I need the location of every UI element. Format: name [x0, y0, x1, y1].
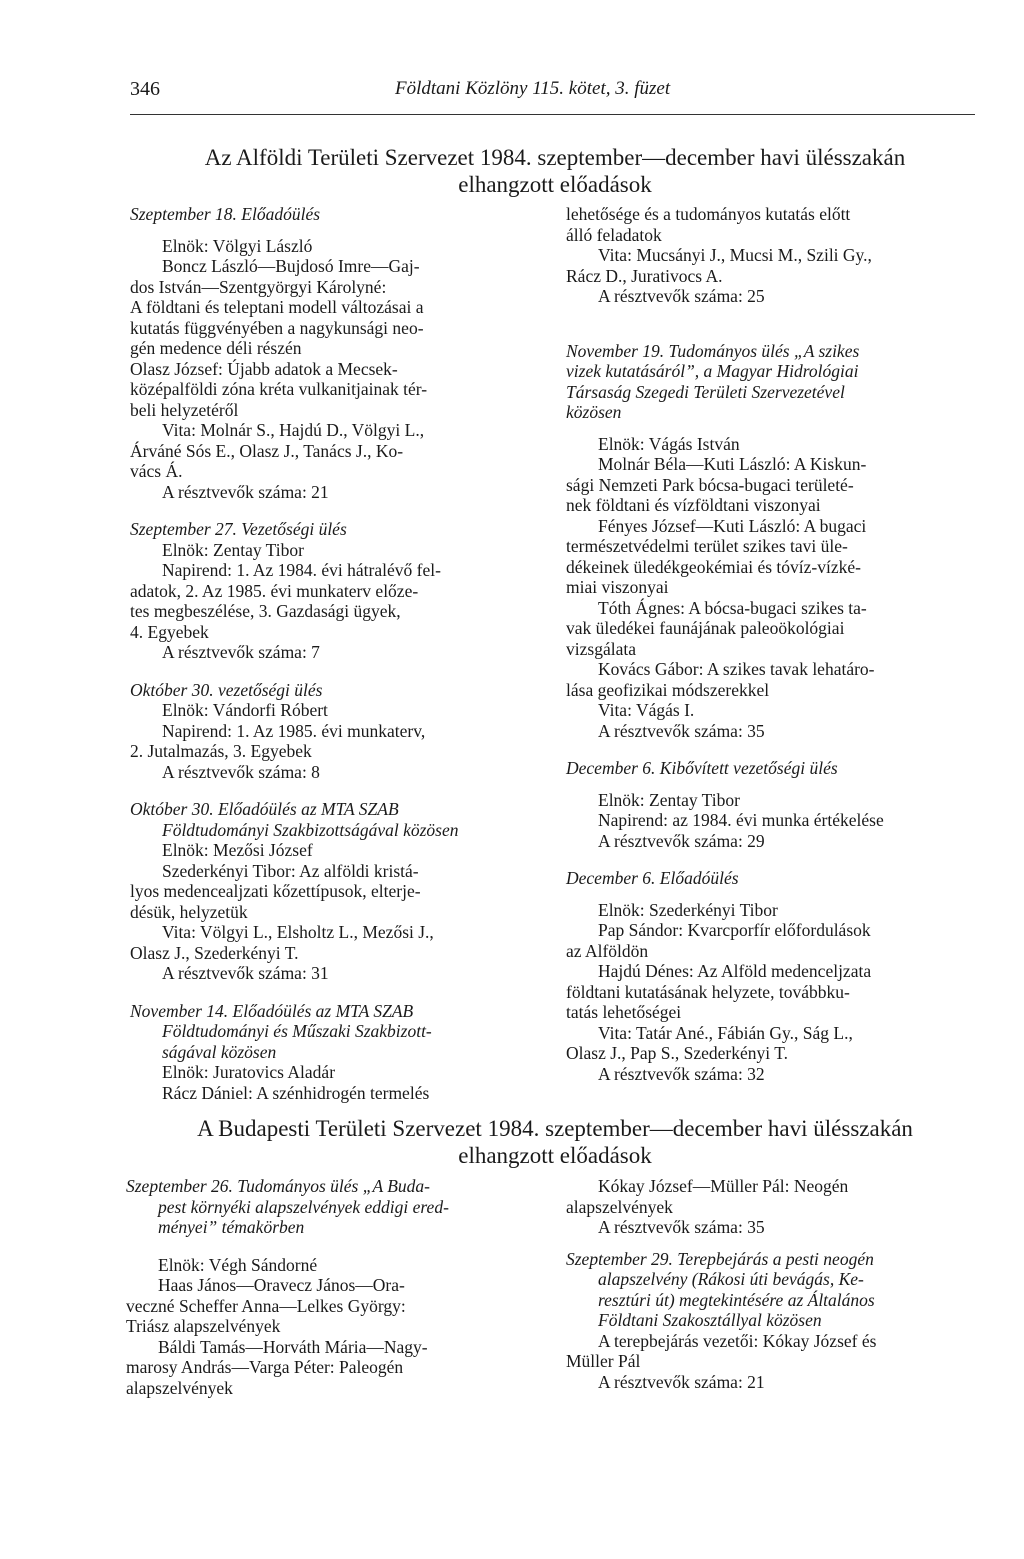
text-line: Vita: Tatár Ané., Fábián Gy., Ság L.,: [598, 1022, 853, 1043]
text-line: Elnök: Zentay Tibor: [598, 789, 740, 810]
session-heading-line: Társaság Szegedi Területi Szervezetével: [566, 381, 845, 402]
text-line: sági Nemzeti Park bócsa-bugaci területé-: [566, 474, 854, 495]
text-line: A résztvevők száma: 35: [598, 1217, 765, 1237]
text-line: álló feladatok: [566, 224, 662, 245]
text-line: Vita: Mucsányi J., Mucsi M., Szili Gy.,: [598, 245, 872, 265]
session-heading-line: resztúri út) megtekintésére az Általános: [598, 1289, 875, 1310]
text-line: Napirend: az 1984. évi munka értékelése: [598, 810, 884, 830]
text-line: Vita: Molnár S., Hajdú D., Völgyi L.,: [162, 420, 425, 440]
text-line: Árváné Sós E., Olasz J., Tanács J., Ko-: [130, 440, 404, 461]
text-line: A résztvevők száma: 21: [162, 481, 329, 502]
session-heading-line: Földtani Szakosztállyal közösen: [598, 1310, 822, 1330]
text-line: középalföldi zóna kréta vulkanitjainak tér-: [130, 379, 428, 399]
text-line: Tóth Ágnes: A bócsa-bugaci szikes ta-: [598, 597, 867, 618]
section1-title: [120, 144, 990, 198]
text-line: Kókay József—Müller Pál: Neogén: [598, 1176, 849, 1196]
session-heading-line: Szeptember 18. Előadóülés: [130, 204, 321, 224]
spacer: [566, 889, 976, 900]
spacer: [566, 324, 976, 341]
section1-left-column: [130, 204, 540, 1103]
text-line: Haas János—Oravecz János—Ora-: [158, 1275, 405, 1295]
text-line: Triász alapszelvények: [126, 1316, 281, 1336]
spacer: [566, 851, 976, 868]
text-line: adatok, 2. Az 1985. évi munkaterv előze-: [130, 580, 419, 601]
spacer: [130, 984, 540, 1001]
text-line: Vita: Vágás I.: [598, 700, 695, 720]
spacer: [566, 307, 976, 324]
text-line: veczné Scheffer Anna—Lelkes György:: [126, 1295, 406, 1316]
text-line: alapszelvények: [566, 1196, 673, 1217]
header-rule: [130, 114, 975, 115]
text-line: A résztvevők száma: 25: [598, 286, 765, 306]
text-line: A résztvevők száma: 35: [598, 720, 765, 741]
text-line: tatás lehetőségei: [566, 1002, 682, 1022]
session-heading-line: közösen: [566, 402, 622, 422]
text-line: Elnök: Szederkényi Tibor: [598, 899, 778, 920]
text-line: dos István—Szentgyörgyi Károlyné:: [130, 276, 387, 297]
text-line: Elnök: Vándorfi Róbert: [162, 700, 328, 720]
text-line: A terepbejárás vezetői: Kókay József és: [598, 1330, 877, 1351]
text-line: 4. Egyebek: [130, 621, 209, 642]
text-line: alapszelvények: [126, 1377, 233, 1398]
spacer: [566, 1238, 976, 1249]
text-line: földtani kutatásának helyzete, továbbku-: [566, 981, 850, 1002]
session-heading-line: November 14. Előadóülés az MTA SZAB: [130, 1000, 414, 1021]
text-line: lyos medencealjzati kőzettípusok, elterje-: [130, 881, 421, 901]
text-line: Báldi Tamás—Horváth Mária—Nagy-: [158, 1336, 428, 1357]
section1-right-column: [566, 204, 976, 1084]
session-heading-line: Szeptember 26. Tudományos ülés „A Buda-: [126, 1176, 430, 1196]
text-line: A résztvevők száma: 32: [598, 1063, 765, 1084]
text-line: Olasz József: Újabb adatok a Mecsek-: [130, 358, 398, 379]
text-line: Hajdú Dénes: Az Alföld medenceljzata: [598, 961, 872, 981]
section2-title: [120, 1115, 990, 1169]
session-heading-line: ményei” témakörben: [158, 1217, 305, 1237]
session-heading-line: Október 30. vezetőségi ülés: [130, 679, 323, 700]
text-line: Elnök: Mezősi József: [162, 840, 313, 860]
text-line: Elnök: Végh Sándorné: [158, 1254, 318, 1275]
text-line: Molnár Béla—Kuti László: A Kiskun-: [598, 454, 867, 474]
text-line: vizsgálata: [566, 638, 636, 659]
session-heading-line: alapszelvény (Rákosi úti bevágás, Ke-: [598, 1269, 864, 1289]
text-line: Boncz László—Bujdosó Imre—Gaj-: [162, 256, 420, 276]
spacer: [130, 782, 540, 799]
section1-title-line1: Az Alföldi Területi Szervezet 1984. szeptember—december havi ülésszakán: [204, 145, 906, 170]
text-line: Elnök: Vágás István: [598, 433, 740, 454]
text-line: A földtani és teleptani modell változásai a: [130, 297, 424, 317]
text-line: nek földtani és vízföldtani viszonyai: [566, 495, 821, 515]
spacer: [566, 741, 976, 758]
session-heading-line: Szeptember 29. Terepbejárás a pesti neogén: [566, 1248, 874, 1269]
spacer: [566, 779, 976, 790]
text-line: az Alföldön: [566, 940, 649, 961]
text-line: Szederkényi Tibor: Az alföldi kristá-: [162, 860, 419, 881]
running-title: Földtani Közlöny 115. kötet, 3. füzet: [395, 78, 671, 99]
spacer: [130, 225, 540, 236]
page-number: 346: [130, 78, 160, 100]
text-line: A résztvevők száma: 8: [162, 761, 320, 782]
text-line: Olasz J., Pap S., Szederkényi T.: [566, 1043, 788, 1063]
text-line: Müller Pál: [566, 1351, 641, 1371]
session-heading-line: Földtudományi és Műszaki Szakbizott-: [162, 1021, 432, 1041]
text-line: miai viszonyai: [566, 577, 669, 597]
text-line: 2. Jutalmazás, 3. Egyebek: [130, 741, 312, 761]
text-line: vak üledékei faunájának paleoökológiai: [566, 618, 845, 638]
text-line: Fényes József—Kuti László: A bugaci: [598, 515, 867, 536]
text-line: lehetősége és a tudományos kutatás előtt: [566, 204, 851, 224]
text-line: vács Á.: [130, 461, 183, 481]
text-line: beli helyzetéről: [130, 399, 239, 420]
session-heading-line: vizek kutatásáról”, a Magyar Hidrológiai: [566, 361, 859, 381]
session-heading-line: December 6. Előadóülés: [566, 868, 739, 888]
text-line: A résztvevők száma: 21: [598, 1371, 765, 1392]
text-line: marosy András—Varga Péter: Paleogén: [126, 1357, 404, 1377]
spacer: [130, 663, 540, 680]
section2-left-column: [126, 1176, 546, 1398]
text-line: Olasz J., Szederkényi T.: [130, 942, 299, 963]
section2-title-line2: elhangzott előadások: [458, 1143, 652, 1168]
section2-right-column: [566, 1176, 976, 1392]
session-heading-line: Szeptember 27. Vezetőségi ülés: [130, 519, 347, 539]
session-heading-line: pest környéki alapszelvények eddigi ered-: [158, 1196, 449, 1217]
section1-title-line2: elhangzott előadások: [458, 172, 652, 197]
text-line: dékeinek üledékgeokémiai és tóvíz-vízké-: [566, 556, 861, 577]
text-line: kutatás függvényében a nagykunsági neo-: [130, 317, 424, 338]
text-line: Elnök: Völgyi László: [162, 235, 313, 256]
session-heading-line: ságával közösen: [162, 1041, 277, 1062]
text-line: természetvédelmi terület szikes tavi üle-: [566, 536, 848, 556]
text-line: désük, helyzetük: [130, 901, 248, 922]
text-line: Rácz D., Jurativocs A.: [566, 265, 723, 286]
text-line: A résztvevők száma: 29: [598, 830, 765, 851]
session-heading-line: November 19. Tudományos ülés „A szikes: [566, 340, 860, 361]
session-heading-line: Október 30. Előadóülés az MTA SZAB: [130, 799, 399, 819]
text-line: Elnök: Zentay Tibor: [162, 539, 304, 560]
text-line: Elnök: Juratovics Aladár: [162, 1062, 336, 1082]
text-line: A résztvevők száma: 31: [162, 963, 329, 983]
text-line: lása geofizikai módszerekkel: [566, 679, 770, 700]
section2-title-line1: A Budapesti Területi Szervezet 1984. szeptember—december havi ülésszakán: [197, 1116, 913, 1141]
text-line: A résztvevők száma: 7: [162, 642, 320, 662]
session-heading-line: December 6. Kibővített vezetőségi ülés: [566, 758, 838, 778]
session-heading-line: Földtudományi Szakbizottságával közösen: [162, 819, 459, 840]
text-line: Pap Sándor: Kvarcporfír előfordulások: [598, 920, 871, 940]
spacer: [130, 502, 540, 519]
text-line: gén medence déli részén: [130, 338, 302, 358]
text-line: tes megbeszélése, 3. Gazdasági ügyek,: [130, 601, 401, 621]
page-header: [130, 78, 970, 108]
text-line: Rácz Dániel: A szénhidrogén termelés: [162, 1082, 430, 1103]
text-line: Vita: Völgyi L., Elsholtz L., Mezősi J.,: [162, 922, 434, 942]
spacer: [566, 423, 976, 434]
spacer: [126, 1238, 546, 1255]
text-line: Napirend: 1. Az 1984. évi hátralévő fel-: [162, 560, 441, 580]
text-line: Kovács Gábor: A szikes tavak lehatáro-: [598, 659, 875, 679]
text-line: Napirend: 1. Az 1985. évi munkaterv,: [162, 720, 426, 741]
